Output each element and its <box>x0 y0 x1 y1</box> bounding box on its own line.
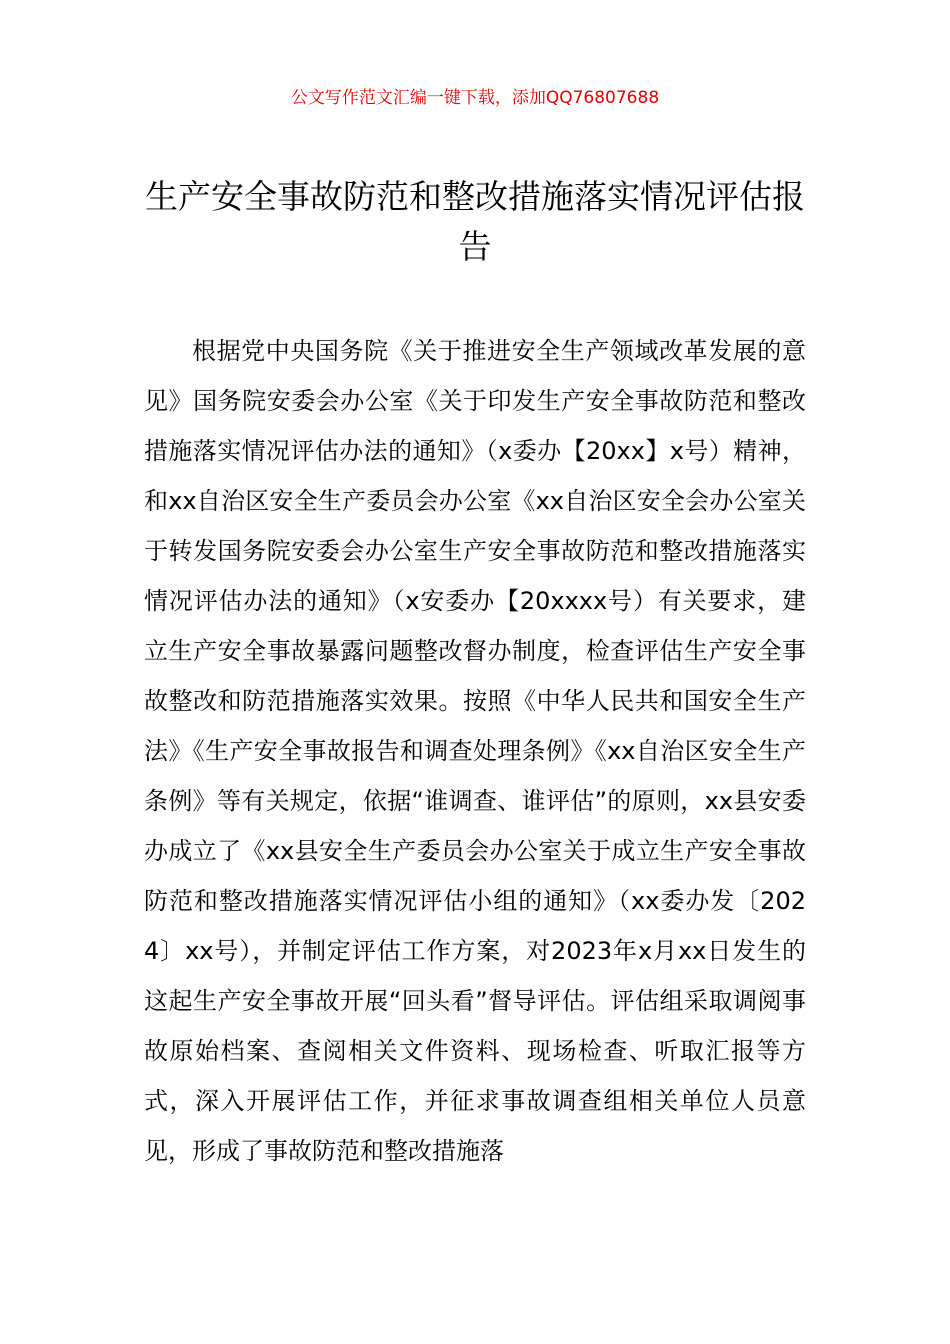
document-title: 生产安全事故防范和整改措施落实情况评估报告 <box>145 177 805 266</box>
body-paragraph: 根据党中央国务院《关于推进安全生产领域改革发展的意见》国务院安委会办公室《关于印发生产安全事故防范和整改措施落实情况评估办法的通知》（x委办【20xx】x号）精神，和xx自治区安全生产委员会办公室《xx自治区安全会办公室关于转发国务院安委会办公室生产安全事故防范和整改措施落实情况评估办法的通知》（x安委办【20xxxx号）有关要求，建立生产安全事故暴露问题整改督办制度，检查评估生产安全事故整改和防范措施落实效果。按照《中华人民共和国安全生产法》《生产安全事故报告和调查处理条例》《xx自治区安全生产条例》等有关规定，依据“谁调查、谁评估”的原则，xx县安委办成立了《xx县安全生产委员会办公室关于成立生产安全事故防范和整改措施落实情况评估小组的通知》（xx委办发〔2024〕xx号），并制定评估工作方案，对2023年x月xx日发生的这起生产安全事故开展“回头看”督导评估。评估组采取调阅事故原始档案、查阅相关文件资料、现场检查、听取汇报等方式，深入开展评估工作，并征求事故调查组相关单位人员意见，形成了事故防范和整改措施落 <box>144 337 806 1165</box>
download-notice: 公文写作范文汇编一键下载，添加QQ76807688 <box>290 88 660 108</box>
